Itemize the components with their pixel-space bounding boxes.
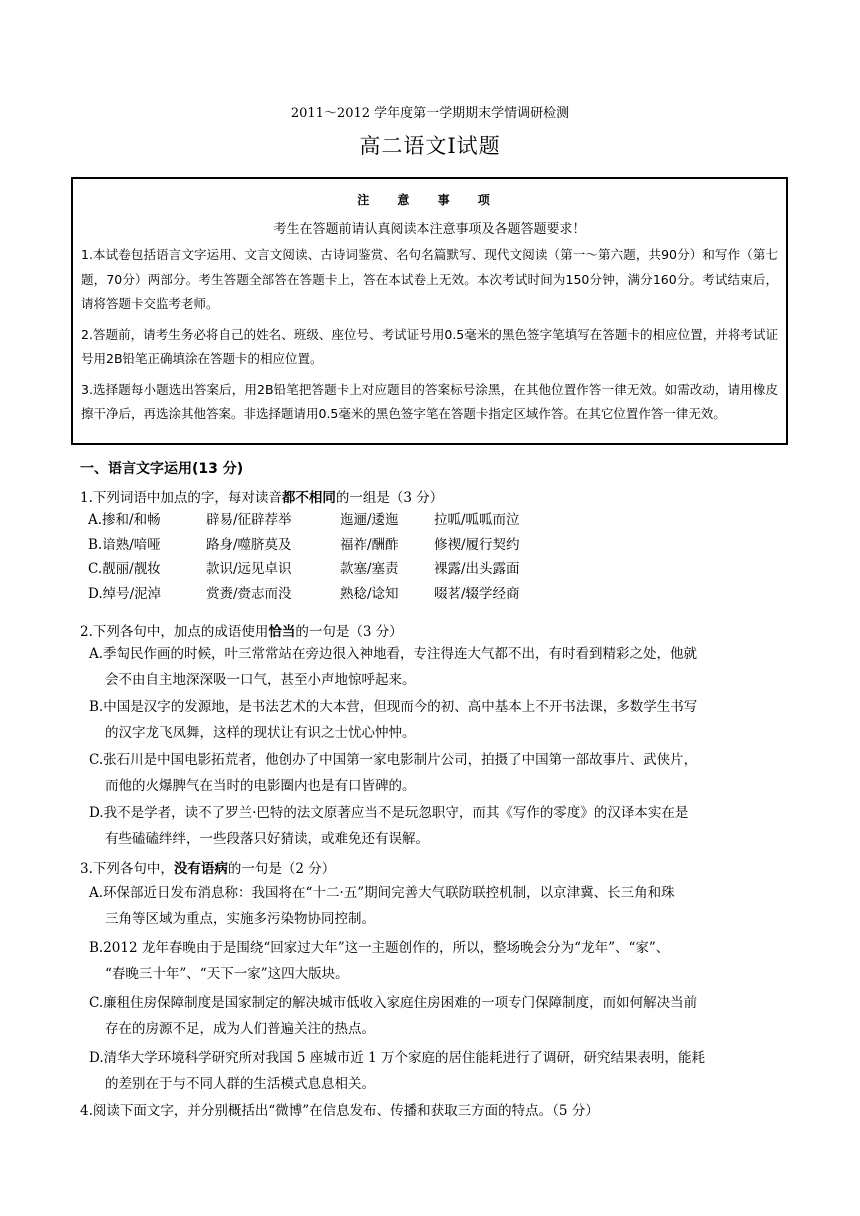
option-row (88, 533, 594, 558)
question-3-option-d (89, 1045, 781, 1097)
option-line: C.廉租住房保障制度是国家制定的解决城市低收入家庭住房困难的一项专门保障制度，而如何解决当前 (89, 995, 698, 1011)
option-cell: 赏赉/赍志而没 (206, 585, 292, 602)
exam-title: 高二语文Ⅰ试题 (359, 134, 501, 158)
question-3-option-a (89, 880, 781, 932)
question-2-stem-emphasis: 恰当 (268, 624, 296, 640)
question-3-stem-emphasis: 没有语病 (173, 861, 228, 877)
option-row (88, 557, 594, 582)
notice-item-2: 2.答题前，请考生务必将自己的姓名、班级、座位号、考试证号用0.5毫米的黑色签字笔填写在答题卡的相应位置，并将考试证号用2B铅笔正确填涂在答题卡的相应位置。 (81, 326, 778, 366)
option-cell: A.掺和/和畅 (88, 512, 161, 528)
option-row (88, 582, 594, 607)
question-2-stem (80, 620, 780, 640)
option-cell: D.绰号/泥淖 (88, 585, 162, 602)
option-line: 的差别在于与不同人群的生活模式息息相关。 (105, 1076, 375, 1092)
question-1-stem-a: 1.下列词语中加点的字，每对读音 (80, 490, 282, 506)
question-3-stem (80, 857, 780, 877)
option-cell: 路身/噬脐莫及 (206, 536, 292, 553)
question-4-stem: 4.阅读下面文字，并分别概括出“微博”在信息发布、传播和获取三方面的特点。（5 分） (80, 1103, 599, 1119)
option-cell: 福祚/酬酢 (340, 536, 399, 553)
option-line: C.张石川是中国电影拓荒者，他创办了中国第一家电影制片公司，拍摄了中国第一部故事片、武侠片， (89, 752, 698, 768)
notice-box (71, 177, 788, 445)
option-line: 而他的火爆脾气在当时的电影圈内也是有口皆碑的。 (105, 778, 416, 794)
option-cell: 迤逦/逶迤 (340, 512, 399, 528)
option-line: 的汉字龙飞凤舞，这样的现状让有识之士忧心忡忡。 (105, 725, 416, 741)
question-3-stem-b: 的一句是（2 分） (227, 861, 336, 877)
option-cell: 款塞/塞责 (340, 561, 399, 577)
option-cell: 熟稔/谂知 (340, 585, 399, 602)
option-line: D.我不是学者，读不了罗兰·巴特的法文原著应当不是玩忽职守，而其《写作的零度》的汉译本实在是 (89, 805, 689, 821)
question-3-option-b (89, 935, 781, 987)
option-line: B.2012 龙年春晚由于是围绕“回家过大年”这一主题创作的，所以，整场晚会分为“龙年”、“家”、 (89, 940, 670, 956)
question-2-stem-a: 2.下列各句中，加点的成语使用 (80, 624, 269, 640)
option-cell: 修禊/履行契约 (434, 536, 520, 553)
option-cell: B.谙熟/喑哑 (88, 536, 161, 553)
question-3-stem-a: 3.下列各句中， (80, 861, 174, 877)
option-cell: 啜茗/辍学经商 (434, 585, 520, 602)
section-1-title: 一、语言文字运用(13 分) (80, 461, 244, 477)
question-1-stem-emphasis: 都不相同 (281, 490, 336, 506)
option-line: A.环保部近日发布消息称：我国将在“十二·五”期间完善大气联防联控机制，以京津冀、长三角和珠 (89, 885, 675, 901)
notice-item-1: 1.本试卷包括语言文字运用、文言文阅读、古诗词鉴赏、名句名篇默写、现代文阅读（第一～第六题，共90分）和写作（第七题，70分）两部分。考生答题全部答在答题卡上，答在本试卷上无效。本次考试时间为150分钟，满分160分。考试结束后，请将答题卡交监考老师。 (81, 247, 778, 311)
question-2-option-a (89, 641, 781, 693)
question-2-option-c (89, 747, 781, 799)
option-cell: 拉呱/呱呱而泣 (434, 512, 520, 528)
option-line: B.中国是汉字的发源地，是书法艺术的大本营，但现而今的初、高中基本上不开书法课，多数学生书写 (89, 699, 698, 715)
option-line: 会不由自主地深深吸一口气，甚至小声地惊呼起来。 (105, 672, 416, 688)
notice-intro: 考生在答题前请认真阅读本注意事项及各题答题要求！ (273, 222, 586, 237)
question-2-option-d (89, 800, 781, 852)
exam-subtitle: 2011～2012 学年度第一学期期末学情调研检测 (290, 106, 570, 121)
option-row (88, 508, 594, 533)
question-2-stem-b: 的一句是（3 分） (295, 624, 403, 640)
question-3-option-c (89, 990, 781, 1042)
option-line: “春晚三十年”、“天下一家”这四大版块。 (105, 966, 349, 982)
option-line: 有些磕磕绊绊，一些段落只好猜读，或难免还有误解。 (105, 831, 429, 847)
notice-heading: 注 意 事 项 (357, 193, 502, 207)
question-2-option-b (89, 694, 781, 746)
question-1-stem (80, 486, 780, 506)
option-line: D.清华大学环境科学研究所对我国 5 座城市近 1 万个家庭的居住能耗进行了调研，研究结果表明，能耗 (89, 1050, 705, 1066)
option-line: 三角等区域为重点，实施多污染物协同控制。 (105, 911, 375, 927)
option-cell: 款识/远见卓识 (206, 561, 292, 577)
notice-item-3: 3.选择题每小题选出答案后，用2B铅笔把答题卡上对应题目的答案标号涂黑，在其他位置作答一律无效。如需改动，请用橡皮擦干净后，再选涂其他答案。非选择题请用0.5毫米的黑色签字笔在答题卡指定区域作答。在其它位置作答一律无效。 (81, 381, 778, 421)
option-cell: 裸露/出头露面 (434, 561, 520, 577)
option-line: 存在的房源不足，成为人们普遍关注的热点。 (105, 1021, 375, 1037)
option-line: A.季匋民作画的时候，叶三常常站在旁边很入神地看，专注得连大气都不出，有时看到精彩之处，他就 (89, 646, 698, 662)
question-1-stem-b: 的一组是（3 分） (335, 490, 444, 506)
option-cell: C.靓丽/靓妆 (88, 561, 161, 577)
option-cell: 辟易/征辟荐举 (206, 512, 292, 528)
question-1-options (88, 508, 594, 606)
